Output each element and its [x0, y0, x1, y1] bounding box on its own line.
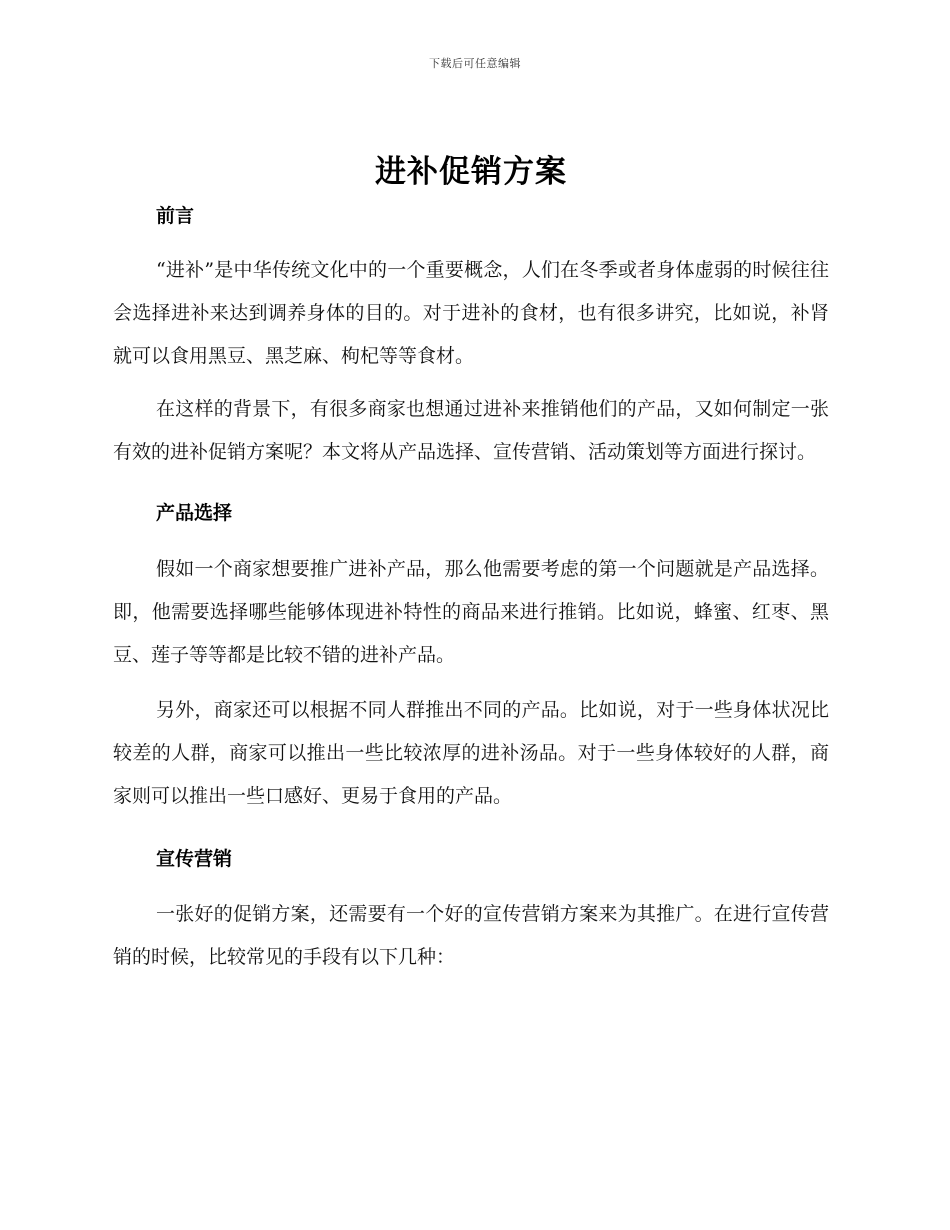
section-marketing — [113, 845, 829, 979]
section-preface — [113, 202, 829, 474]
section-heading-product: 产品选择 — [156, 502, 233, 524]
document-title: 进补促销方案 — [375, 154, 567, 190]
paragraph-product-2: 另外，商家还可以根据不同人群推出不同的产品。比如说，对于一些身体状况比较差的人群，商家可以推出一些比较浓厚的进补汤品。对于一些身体较好的人群，商家则可以推出一些口感好、更易于食用的产品。 — [113, 699, 829, 807]
section-heading-preface: 前言 — [156, 205, 195, 227]
section-heading-marketing: 宣传营销 — [156, 848, 233, 870]
paragraph-preface-1: “进补”是中华传统文化中的一个重要概念，人们在冬季或者身体虚弱的时候往往会选择进补来达到调养身体的目的。对于进补的食材，也有很多讲究，比如说，补肾就可以食用黑豆、黑芝麻、枸杞等等食材。 — [113, 259, 829, 367]
header-note: 下载后可任意编辑 — [429, 57, 521, 70]
section-product — [113, 499, 829, 818]
paragraph-product-1: 假如一个商家想要推广进补产品，那么他需要考虑的第一个问题就是产品选择。即，他需要选择哪些能够体现进补特性的商品来进行推销。比如说，蜂蜜、红枣、黑豆、莲子等等都是比较不错的进补产品。 — [113, 558, 829, 666]
document-body — [113, 150, 829, 979]
paragraph-marketing-1: 一张好的促销方案，还需要有一个好的宣传营销方案来为其推广。在进行宣传营销的时候，比较常见的手段有以下几种： — [113, 903, 829, 968]
paragraph-preface-2: 在这样的背景下，有很多商家也想通过进补来推销他们的产品，又如何制定一张有效的进补促销方案呢？本文将从产品选择、宣传营销、活动策划等方面进行探讨。 — [113, 398, 829, 463]
